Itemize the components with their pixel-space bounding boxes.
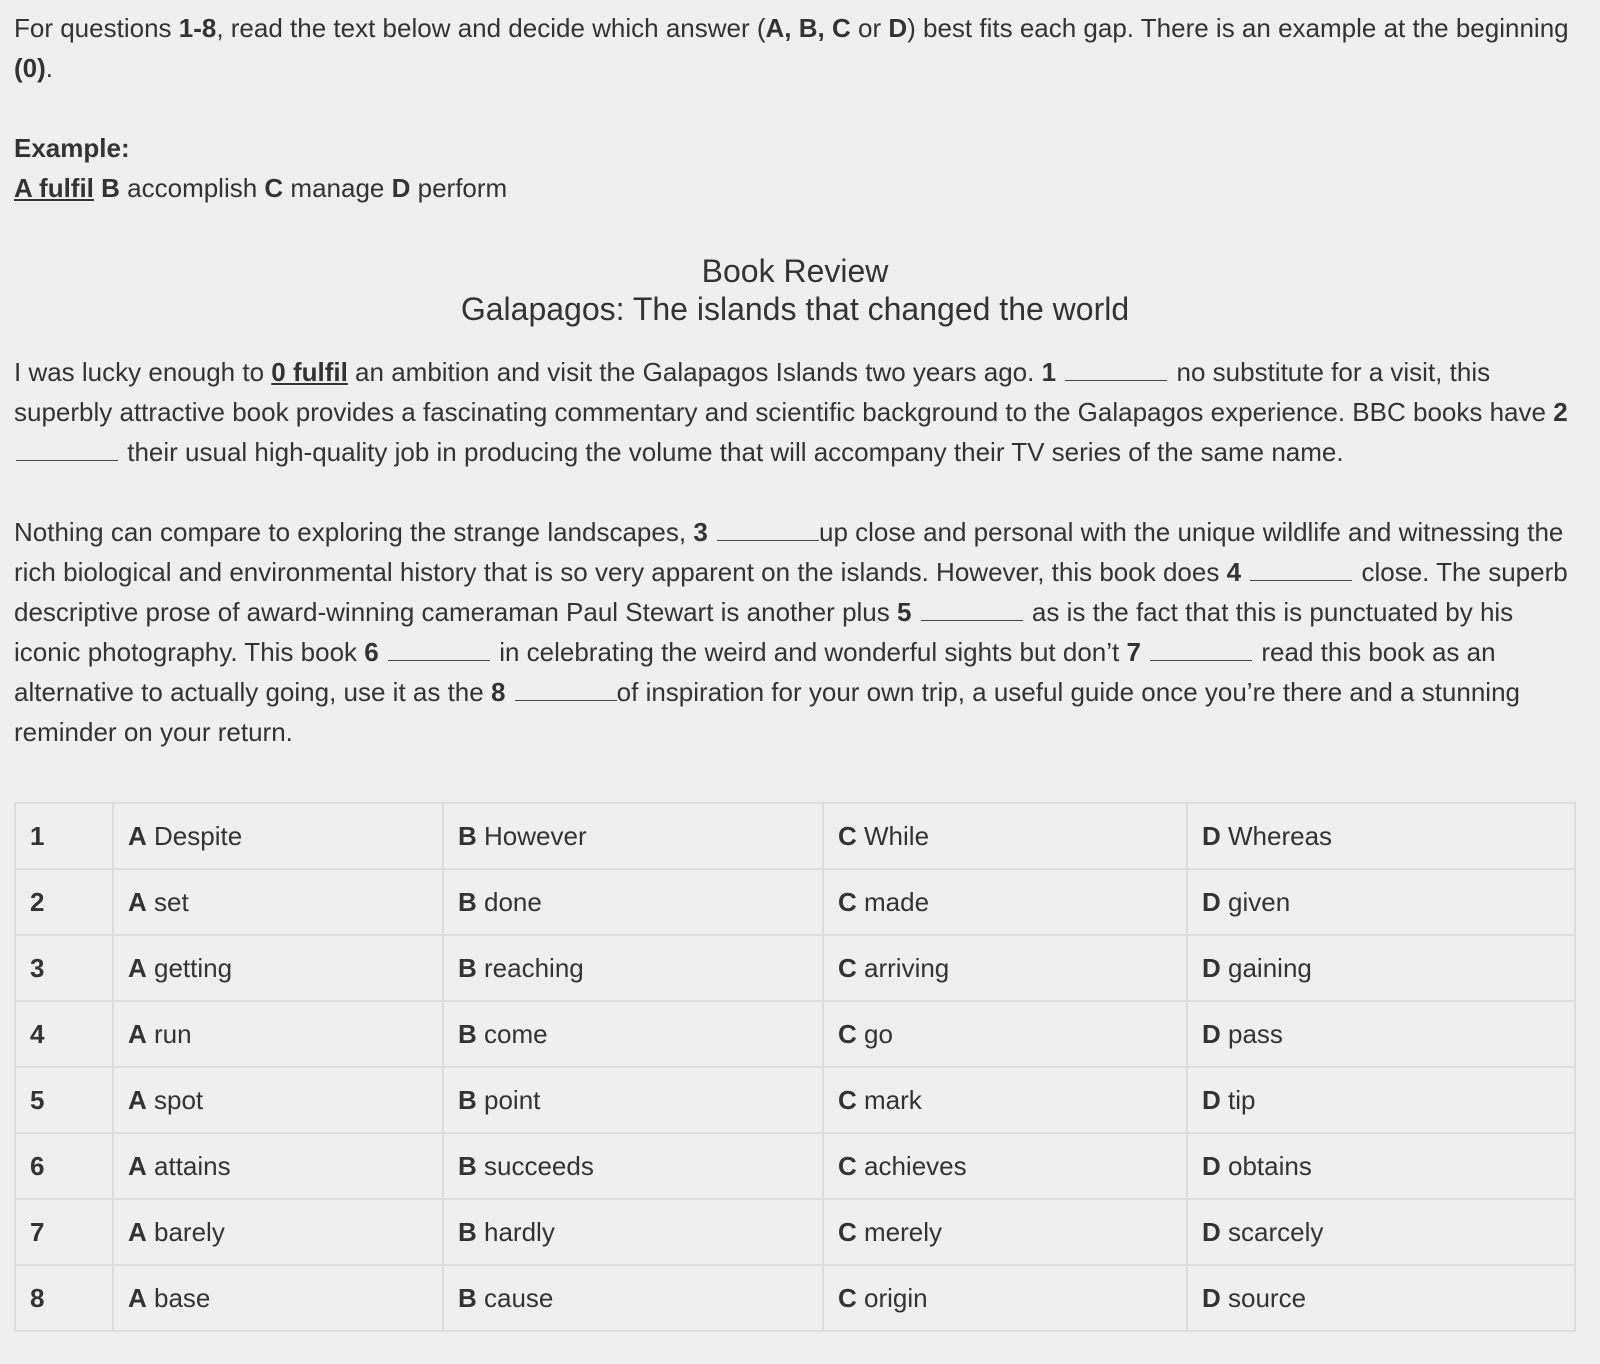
table-row	[15, 1199, 1575, 1265]
option-c[interactable]	[823, 1133, 1187, 1199]
option-text: done	[484, 887, 542, 917]
option-text: barely	[154, 1217, 225, 1247]
option-d[interactable]	[1187, 803, 1575, 869]
option-letter: B	[458, 1217, 477, 1247]
option-text: reaching	[484, 953, 584, 983]
gap-4[interactable]	[1250, 553, 1352, 581]
option-text: scarcely	[1228, 1217, 1324, 1247]
option-c[interactable]	[823, 1199, 1187, 1265]
option-text: Whereas	[1228, 821, 1333, 851]
option-text: While	[864, 821, 930, 851]
option-letter: A	[128, 1151, 147, 1181]
option-b[interactable]	[443, 1265, 823, 1331]
option-b[interactable]	[443, 1133, 823, 1199]
option-text: mark	[864, 1085, 922, 1115]
option-letter: D	[1202, 887, 1221, 917]
option-letter: B	[458, 1019, 477, 1049]
option-letter: D	[1202, 821, 1221, 851]
option-letter: B	[458, 953, 477, 983]
review-paragraph-1: I was lucky enough to 0 fulfil an ambition and visit the Galapagos Islands two years ago. 1 no substitute for a visit, this superbly attractive book provides a fascinating commentary and scientific background to the Galapagos experience. BBC books have 2 their usual high-quality job in producing the volume that will accompany their TV series of the same name.	[14, 352, 1584, 472]
option-text: given	[1228, 887, 1291, 917]
option-letter: A	[128, 887, 147, 917]
option-d[interactable]	[1187, 1199, 1575, 1265]
option-b[interactable]	[443, 803, 823, 869]
option-letter: C	[838, 1217, 857, 1247]
option-text: hardly	[484, 1217, 555, 1247]
option-letter: D	[1202, 1217, 1221, 1247]
option-a[interactable]	[113, 869, 443, 935]
option-a[interactable]	[113, 935, 443, 1001]
option-d[interactable]	[1187, 1133, 1575, 1199]
option-letter: C	[838, 953, 857, 983]
question-number: 2	[15, 869, 113, 935]
option-a[interactable]	[113, 1265, 443, 1331]
question-number: 6	[15, 1133, 113, 1199]
option-text: made	[864, 887, 930, 917]
option-b[interactable]	[443, 1199, 823, 1265]
option-letter: B	[458, 1283, 477, 1313]
example-block	[14, 128, 1584, 208]
option-letter: C	[838, 1019, 857, 1049]
book-title: Galapagos: The islands that changed the world	[460, 291, 1130, 327]
table-row	[15, 1265, 1575, 1331]
table-row	[15, 1133, 1575, 1199]
option-text: Despite	[154, 821, 243, 851]
option-b[interactable]	[443, 935, 823, 1001]
option-b[interactable]	[443, 869, 823, 935]
example-answer: A fulfil B accomplish C manage D perform	[14, 173, 508, 203]
option-text: pass	[1228, 1019, 1283, 1049]
option-text: point	[484, 1085, 541, 1115]
option-text: cause	[484, 1283, 554, 1313]
option-a[interactable]	[113, 1133, 443, 1199]
option-text: origin	[864, 1283, 928, 1313]
option-text: getting	[154, 953, 233, 983]
option-d[interactable]	[1187, 935, 1575, 1001]
option-letter: A	[128, 953, 147, 983]
option-text: tip	[1228, 1085, 1256, 1115]
question-number: 5	[15, 1067, 113, 1133]
option-letter: D	[1202, 1151, 1221, 1181]
option-letter: C	[838, 1085, 857, 1115]
option-b[interactable]	[443, 1067, 823, 1133]
review-paragraph-2: Nothing can compare to exploring the strange landscapes, 3 up close and personal with the unique wildlife and witnessing the rich biological and environmental history that is so very apparent on the islands. However, this book does 4 close. The superb descriptive prose of award-winning cameraman Paul Stewart is another plus 5 as is the fact that this is punctuated by his iconic photography. This book 6 in celebrating the weird and wonderful sights but don’t 7 read this book as an alternative to actually going, use it as the 8 of inspiration for your own trip, a useful guide once you’re there and a stunning reminder on your return.	[14, 512, 1584, 752]
option-text: spot	[154, 1085, 204, 1115]
table-row	[15, 1001, 1575, 1067]
option-text: gaining	[1228, 953, 1312, 983]
option-letter: B	[458, 1085, 477, 1115]
option-letter: D	[1202, 953, 1221, 983]
option-letter: D	[1202, 1019, 1221, 1049]
option-d[interactable]	[1187, 1067, 1575, 1133]
option-letter: A	[128, 1283, 147, 1313]
option-text: obtains	[1228, 1151, 1312, 1181]
example-heading: Example:	[14, 133, 130, 163]
option-c[interactable]	[823, 935, 1187, 1001]
option-d[interactable]	[1187, 869, 1575, 935]
option-text: go	[864, 1019, 893, 1049]
review-title: Book Review	[701, 253, 889, 289]
option-letter: C	[838, 821, 857, 851]
option-text: run	[154, 1019, 192, 1049]
option-letter: C	[838, 1283, 857, 1313]
option-d[interactable]	[1187, 1265, 1575, 1331]
option-text: base	[154, 1283, 211, 1313]
instructions: For questions 1-8, read the text below and decide which answer (A, B, C or D) best fits each gap. There is an example at the beginning (0).	[14, 13, 1569, 83]
option-letter: C	[838, 887, 857, 917]
option-c[interactable]	[823, 803, 1187, 869]
option-letter: C	[838, 1151, 857, 1181]
option-c[interactable]	[823, 1001, 1187, 1067]
table-row	[15, 1067, 1575, 1133]
option-a[interactable]	[113, 1067, 443, 1133]
question-number: 7	[15, 1199, 113, 1265]
table-row	[15, 935, 1575, 1001]
option-text: merely	[864, 1217, 943, 1247]
option-a[interactable]	[113, 1199, 443, 1265]
question-number: 3	[15, 935, 113, 1001]
gap-5[interactable]	[921, 593, 1023, 621]
gap-6[interactable]	[388, 633, 490, 661]
option-letter: D	[1202, 1283, 1221, 1313]
option-b[interactable]	[443, 1001, 823, 1067]
option-text: achieves	[864, 1151, 967, 1181]
table-row	[15, 869, 1575, 935]
gap-7[interactable]	[1150, 633, 1252, 661]
option-a[interactable]	[113, 1001, 443, 1067]
option-letter: B	[458, 1151, 477, 1181]
option-text: succeeds	[484, 1151, 594, 1181]
option-text: source	[1228, 1283, 1307, 1313]
options-table	[14, 802, 1576, 1332]
option-letter: B	[458, 821, 477, 851]
option-text: set	[154, 887, 189, 917]
option-text: arriving	[864, 953, 950, 983]
option-text: However	[484, 821, 587, 851]
question-number: 8	[15, 1265, 113, 1331]
table-row	[15, 803, 1575, 869]
option-text: come	[484, 1019, 548, 1049]
gap-3[interactable]	[717, 513, 819, 541]
option-c[interactable]	[823, 869, 1187, 935]
question-number: 4	[15, 1001, 113, 1067]
question-number: 1	[15, 803, 113, 869]
option-text: attains	[154, 1151, 231, 1181]
gap-1[interactable]	[1065, 353, 1167, 381]
option-a[interactable]	[113, 803, 443, 869]
gap-8[interactable]	[515, 673, 617, 701]
option-letter: A	[128, 1217, 147, 1247]
option-letter: B	[458, 887, 477, 917]
option-c[interactable]	[823, 1265, 1187, 1331]
option-letter: A	[128, 1085, 147, 1115]
option-letter: D	[1202, 1085, 1221, 1115]
option-letter: A	[128, 821, 147, 851]
option-d[interactable]	[1187, 1001, 1575, 1067]
option-letter: A	[128, 1019, 147, 1049]
gap-2[interactable]	[16, 433, 118, 461]
option-c[interactable]	[823, 1067, 1187, 1133]
